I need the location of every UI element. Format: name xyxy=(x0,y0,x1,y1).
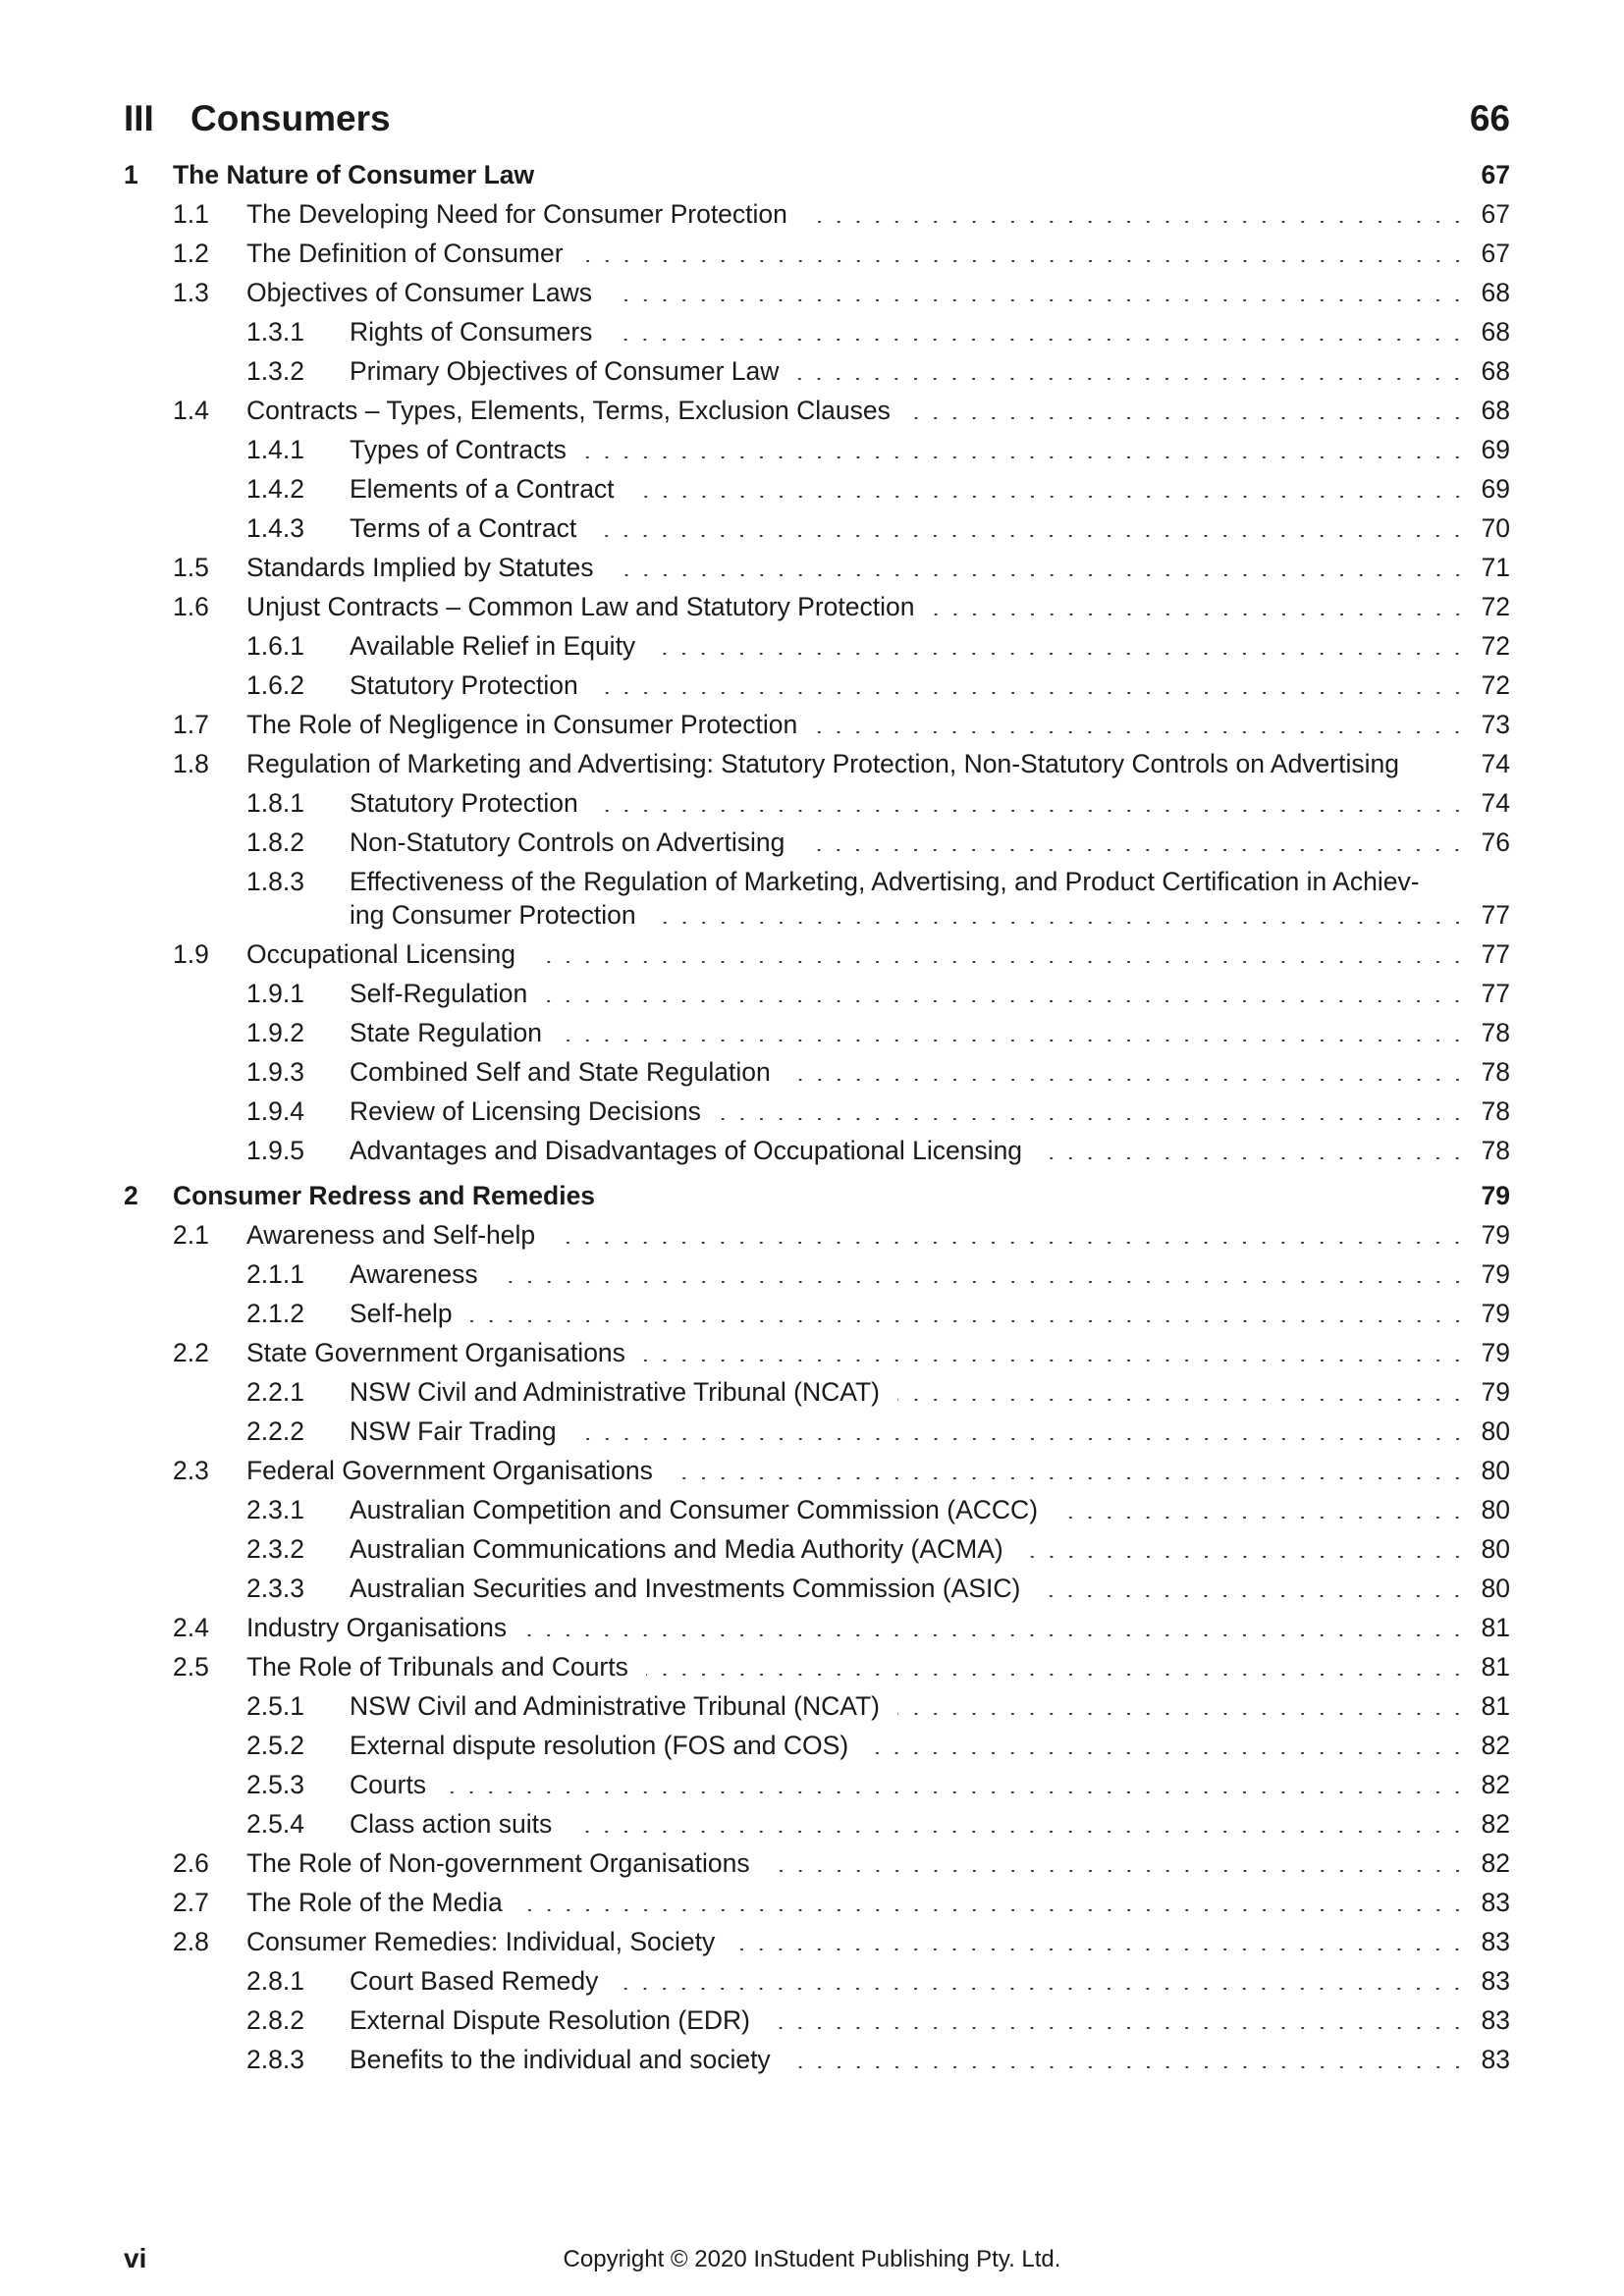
toc-entry[interactable] xyxy=(124,1092,1510,1131)
toc-entry-number: 2.2 xyxy=(173,1338,209,1367)
toc-entry-number: 2.2.2 xyxy=(246,1416,304,1446)
toc-entry-number: 2.5.2 xyxy=(246,1731,304,1760)
toc-entry[interactable] xyxy=(124,1333,1510,1372)
toc-entry-number: 1.9.5 xyxy=(246,1136,304,1165)
toc-entry-page: 74 xyxy=(1481,749,1510,778)
toc-entry-page: 78 xyxy=(1481,1018,1510,1047)
dot-leader xyxy=(732,1949,1467,1950)
page-number: vi xyxy=(124,2243,147,2273)
toc-entry-title: State Regulation xyxy=(350,1018,542,1047)
toc-entry-number: 1.4.1 xyxy=(246,435,304,464)
dot-leader xyxy=(632,496,1467,498)
toc-entry-title: Statutory Protection xyxy=(350,670,578,700)
dot-leader xyxy=(610,339,1467,341)
toc-entry-page: 79 xyxy=(1481,1299,1510,1328)
toc-entry-title: Industry Organisations xyxy=(246,1613,508,1642)
toc-entry-title: Consumer Remedies: Individual, Society xyxy=(246,1927,716,1956)
toc-entry-page: 73 xyxy=(1481,710,1510,739)
dot-leader xyxy=(584,456,1467,458)
toc-entry-number: 1.6.2 xyxy=(246,670,304,700)
toc-entry-page: 79 xyxy=(1481,1377,1510,1407)
toc-entry-number: 1.1 xyxy=(173,199,209,229)
toc-entry-number: 2.5.3 xyxy=(246,1770,304,1799)
toc-entry[interactable] xyxy=(124,1412,1510,1451)
dot-leader xyxy=(654,922,1467,924)
toc-entry[interactable] xyxy=(124,1922,1510,1961)
toc-entry-page: 72 xyxy=(1481,592,1510,621)
toc-entry-title: Court Based Remedy xyxy=(350,1966,599,1996)
toc-entry-title: Federal Government Organisations xyxy=(246,1456,653,1485)
toc-entry[interactable] xyxy=(124,974,1510,1013)
toc-entry[interactable] xyxy=(124,1647,1510,1686)
toc-entry-page: 68 xyxy=(1481,317,1510,347)
dot-leader xyxy=(1426,888,1467,890)
toc-entry[interactable] xyxy=(124,430,1510,469)
dot-leader xyxy=(524,1634,1467,1636)
dot-leader xyxy=(768,2027,1467,2029)
toc-entry-number: 2.1 xyxy=(173,1220,209,1250)
dot-leader xyxy=(1021,1556,1467,1558)
toc-entry-title: Review of Licensing Decisions xyxy=(350,1096,701,1126)
toc-entry-title: Types of Contracts xyxy=(350,435,567,464)
toc-entry-title: The Developing Need for Consumer Protection xyxy=(246,199,787,229)
toc-entry-page: 83 xyxy=(1481,1888,1510,1917)
part-page: 66 xyxy=(1469,98,1510,138)
dot-leader xyxy=(596,810,1467,812)
toc-entry-number: 2.8.2 xyxy=(246,2005,304,2035)
toc-entry-title: The Role of the Media xyxy=(246,1888,503,1917)
toc-entry-title: Class action suits xyxy=(350,1809,553,1839)
toc-entry[interactable] xyxy=(124,391,1510,430)
toc-entry-page: 82 xyxy=(1481,1770,1510,1799)
dot-leader xyxy=(613,1202,1467,1204)
dot-leader xyxy=(768,1870,1467,1872)
toc-entry-page: 81 xyxy=(1481,1691,1510,1721)
toc-entry-title: Awareness xyxy=(350,1259,478,1289)
toc-entry[interactable] xyxy=(124,548,1510,587)
toc-entry-title: Benefits to the individual and society xyxy=(350,2045,771,2074)
part-number: III xyxy=(124,98,154,138)
toc-entry[interactable] xyxy=(124,1372,1510,1412)
dot-leader xyxy=(866,1752,1467,1754)
toc-entry-title: Advantages and Disadvantages of Occupational Licensing xyxy=(350,1136,1023,1165)
toc-entry-page: 78 xyxy=(1481,1096,1510,1126)
toc-entry-title: The Nature of Consumer Law xyxy=(173,160,535,189)
toc-entry-page: 71 xyxy=(1481,553,1510,582)
dot-leader xyxy=(796,378,1467,380)
toc-entry-page: 80 xyxy=(1481,1534,1510,1564)
dot-leader xyxy=(897,1399,1467,1401)
toc-entry-number: 2.1.1 xyxy=(246,1259,304,1289)
toc-entry-number: 2.5.1 xyxy=(246,1691,304,1721)
toc-entry-number: 1 xyxy=(124,160,138,189)
toc-entry-page: 77 xyxy=(1481,939,1510,969)
toc-entry-page: 67 xyxy=(1481,160,1510,189)
toc-entry[interactable] xyxy=(124,1255,1510,1294)
toc-entry-number: 1.4 xyxy=(173,396,209,425)
dot-leader xyxy=(788,1079,1467,1081)
toc-entry[interactable] xyxy=(124,1131,1510,1170)
toc-entry[interactable] xyxy=(124,1883,1510,1922)
dot-leader xyxy=(788,2066,1467,2068)
toc-entry[interactable] xyxy=(124,234,1510,273)
toc-entry-page: 68 xyxy=(1481,396,1510,425)
toc-entry-title: Primary Objectives of Consumer Law xyxy=(350,356,780,386)
toc-entry-title: Terms of a Contract xyxy=(350,513,577,543)
toc-entry-page: 69 xyxy=(1481,435,1510,464)
dot-leader xyxy=(671,1477,1467,1479)
toc-entry[interactable] xyxy=(124,1490,1510,1529)
toc-entry-title: Self-help xyxy=(350,1299,453,1328)
toc-entry-number: 1.9.3 xyxy=(246,1057,304,1087)
toc-entry-title: Non-Statutory Controls on Advertising xyxy=(350,828,785,857)
table-of-contents xyxy=(124,155,1510,2079)
toc-entry-title: Combined Self and State Regulation xyxy=(350,1057,771,1087)
toc-entry-title: Standards Implied by Statutes xyxy=(246,553,594,582)
toc-entry-title: Unjust Contracts – Common Law and Statutory Protection xyxy=(246,592,915,621)
toc-entry-title: Contracts – Types, Elements, Terms, Exclusion Clauses xyxy=(246,396,891,425)
toc-entry-title: The Role of Tribunals and Courts xyxy=(246,1652,628,1682)
toc-entry[interactable] xyxy=(124,1961,1510,2001)
toc-entry-page: 67 xyxy=(1481,239,1510,268)
dot-leader xyxy=(643,1360,1467,1362)
toc-entry-title: The Role of Non-government Organisations xyxy=(246,1848,750,1878)
toc-entry[interactable] xyxy=(124,744,1510,783)
toc-entry-number: 2.3 xyxy=(173,1456,209,1485)
toc-entry-page: 82 xyxy=(1481,1809,1510,1839)
toc-entry-number: 1.8.3 xyxy=(246,867,304,896)
toc-entry[interactable] xyxy=(124,469,1510,508)
toc-entry-number: 1.9.4 xyxy=(246,1096,304,1126)
toc-entry[interactable] xyxy=(124,1726,1510,1765)
toc-entry[interactable] xyxy=(124,666,1510,705)
toc-entry-page: 80 xyxy=(1481,1416,1510,1446)
toc-entry-title: Rights of Consumers xyxy=(350,317,593,347)
dot-leader xyxy=(520,1909,1467,1911)
toc-entry[interactable] xyxy=(124,934,1510,974)
toc-entry-page: 83 xyxy=(1481,2045,1510,2074)
toc-entry-title: NSW Civil and Administrative Tribunal (NCAT) xyxy=(350,1377,880,1407)
dot-leader xyxy=(616,1988,1467,1990)
dot-leader xyxy=(897,1713,1467,1715)
dot-leader xyxy=(560,1040,1467,1041)
toc-entry[interactable] xyxy=(124,351,1510,391)
toc-entry[interactable] xyxy=(124,1686,1510,1726)
toc-entry-page: 80 xyxy=(1481,1495,1510,1524)
toc-chapter-entry[interactable] xyxy=(124,1176,1510,1215)
toc-entry-page: 67 xyxy=(1481,199,1510,229)
toc-entry[interactable] xyxy=(124,1765,1510,1804)
dot-leader xyxy=(1038,1595,1467,1597)
toc-entry-number: 1.8.1 xyxy=(246,788,304,818)
dot-leader xyxy=(653,653,1467,655)
toc-entry-page: 78 xyxy=(1481,1057,1510,1087)
toc-entry-number: 2.5.4 xyxy=(246,1809,304,1839)
toc-entry-title: Effectiveness of the Regulation of Marketing, Advertising, and Product Certification in Achiev- xyxy=(350,867,1420,896)
toc-entry-page: 79 xyxy=(1481,1338,1510,1367)
part-title: Consumers xyxy=(190,98,391,138)
toc-entry-number: 2.3.2 xyxy=(246,1534,304,1564)
toc-entry-number: 1.2 xyxy=(173,239,209,268)
toc-entry-number: 1.6.1 xyxy=(246,631,304,661)
dot-leader xyxy=(612,574,1467,576)
dot-leader xyxy=(646,1674,1467,1676)
toc-entry-number: 1.4.2 xyxy=(246,474,304,504)
toc-entry-page: 78 xyxy=(1481,1136,1510,1165)
dot-leader xyxy=(815,731,1467,733)
toc-entry-number: 1.5 xyxy=(173,553,209,582)
toc-entry-page: 81 xyxy=(1481,1613,1510,1642)
toc-entry-page: 79 xyxy=(1481,1181,1510,1210)
dot-leader xyxy=(444,1791,1467,1793)
toc-entry-title: Awareness and Self-help xyxy=(246,1220,536,1250)
toc-entry-page: 80 xyxy=(1481,1456,1510,1485)
toc-entry-number: 2.7 xyxy=(173,1888,209,1917)
toc-entry-title: State Government Organisations xyxy=(246,1338,625,1367)
toc-entry[interactable] xyxy=(124,312,1510,351)
toc-entry[interactable] xyxy=(124,1052,1510,1092)
toc-entry[interactable] xyxy=(124,783,1510,823)
toc-entry[interactable] xyxy=(124,587,1510,626)
toc-entry-number: 1.9.1 xyxy=(246,979,304,1008)
dot-leader xyxy=(574,1438,1467,1440)
toc-entry-page: 83 xyxy=(1481,1927,1510,1956)
toc-entry-continuation[interactable] xyxy=(124,895,1510,934)
toc-entry-page: 82 xyxy=(1481,1731,1510,1760)
toc-entry[interactable] xyxy=(124,1608,1510,1647)
toc-entry-page: 70 xyxy=(1481,513,1510,543)
toc-entry-title: Consumer Redress and Remedies xyxy=(173,1181,596,1210)
dot-leader xyxy=(908,417,1467,419)
toc-entry[interactable] xyxy=(124,1529,1510,1569)
toc-entry-number: 2.3.3 xyxy=(246,1574,304,1603)
dot-leader xyxy=(552,182,1467,184)
toc-entry[interactable] xyxy=(124,1451,1510,1490)
dot-leader xyxy=(545,1000,1467,1002)
toc-entry[interactable] xyxy=(124,2001,1510,2040)
toc-entry-page: 83 xyxy=(1481,1966,1510,1996)
toc-entry-number: 2.4 xyxy=(173,1613,209,1642)
toc-entry-page: 72 xyxy=(1481,670,1510,700)
toc-entry[interactable] xyxy=(124,1843,1510,1883)
dot-leader xyxy=(569,1831,1467,1833)
dot-leader xyxy=(581,260,1467,262)
toc-entry-title: NSW Civil and Administrative Tribunal (NCAT) xyxy=(350,1691,880,1721)
toc-entry[interactable] xyxy=(124,823,1510,862)
toc-entry[interactable] xyxy=(124,705,1510,744)
toc-entry-title: Occupational Licensing xyxy=(246,939,516,969)
toc-entry-number: 1.3 xyxy=(173,278,209,307)
toc-entry-title: The Role of Negligence in Consumer Protection xyxy=(246,710,798,739)
copyright-notice: Copyright © 2020 InStudent Publishing Pty. Ltd. xyxy=(563,2246,1061,2272)
toc-entry[interactable] xyxy=(124,1294,1510,1333)
dot-leader xyxy=(553,1242,1467,1244)
toc-entry[interactable] xyxy=(124,2040,1510,2079)
toc-entry[interactable] xyxy=(124,626,1510,666)
toc-entry-page: 77 xyxy=(1481,900,1510,930)
dot-leader xyxy=(470,1320,1467,1322)
dot-leader xyxy=(1056,1517,1467,1519)
dot-leader xyxy=(802,849,1467,851)
dot-leader xyxy=(496,1281,1467,1283)
toc-entry-page: 79 xyxy=(1481,1220,1510,1250)
toc-entry-title: Australian Competition and Consumer Commission (ACCC) xyxy=(350,1495,1039,1524)
toc-entry[interactable] xyxy=(124,508,1510,548)
toc-entry-number: 2.6 xyxy=(173,1848,209,1878)
toc-entry[interactable] xyxy=(124,273,1510,312)
toc-entry[interactable] xyxy=(124,194,1510,234)
toc-entry-page: 68 xyxy=(1481,278,1510,307)
dot-leader xyxy=(719,1118,1467,1120)
toc-entry-number: 1.8.2 xyxy=(246,828,304,857)
toc-entry-page: 79 xyxy=(1481,1259,1510,1289)
toc-entry-number: 1.3.1 xyxy=(246,317,304,347)
toc-entry-number: 1.6 xyxy=(173,592,209,621)
toc-entry-number: 1.3.2 xyxy=(246,356,304,386)
toc-entry-title: Available Relief in Equity xyxy=(350,631,636,661)
toc-entry-title: NSW Fair Trading xyxy=(350,1416,557,1446)
toc-entry-number: 2.5 xyxy=(173,1652,209,1682)
dot-leader xyxy=(533,961,1467,963)
toc-entry-title: The Definition of Consumer xyxy=(246,239,564,268)
dot-leader xyxy=(933,614,1468,615)
toc-entry-number: 2 xyxy=(124,1181,138,1210)
toc-entry-number: 2.8 xyxy=(173,1927,209,1956)
dot-leader xyxy=(596,692,1467,694)
toc-entry[interactable] xyxy=(124,1013,1510,1052)
toc-entry-title: Regulation of Marketing and Advertising: Statutory Protection, Non-Statutory Controls on Advertising xyxy=(246,749,1399,778)
dot-leader xyxy=(1040,1157,1467,1159)
toc-entry-title: Elements of a Contract xyxy=(350,474,615,504)
part-heading xyxy=(124,98,1510,157)
toc-entry-number: 1.7 xyxy=(173,710,209,739)
toc-entry-page: 83 xyxy=(1481,2005,1510,2035)
toc-entry-page: 69 xyxy=(1481,474,1510,504)
toc-entry-title: Courts xyxy=(350,1770,427,1799)
toc-chapter-entry[interactable] xyxy=(124,155,1510,194)
toc-entry[interactable] xyxy=(124,1569,1510,1608)
toc-entry-number: 2.8.3 xyxy=(246,2045,304,2074)
toc-entry-title: Australian Securities and Investments Commission (ASIC) xyxy=(350,1574,1021,1603)
toc-entry-page: 81 xyxy=(1481,1652,1510,1682)
toc-entry-title: Objectives of Consumer Laws xyxy=(246,278,593,307)
toc-entry-page: 77 xyxy=(1481,979,1510,1008)
dot-leader xyxy=(1405,771,1467,773)
toc-entry-title: Self-Regulation xyxy=(350,979,528,1008)
dot-leader xyxy=(594,535,1467,537)
toc-entry-title: Statutory Protection xyxy=(350,788,578,818)
dot-leader xyxy=(805,221,1467,223)
toc-entry-number: 1.9 xyxy=(173,939,209,969)
toc-entry-number: 1.9.2 xyxy=(246,1018,304,1047)
toc-entry-page: 72 xyxy=(1481,631,1510,661)
toc-entry-page: 68 xyxy=(1481,356,1510,386)
toc-entry-title: Australian Communications and Media Authority (ACMA) xyxy=(350,1534,1003,1564)
toc-entry-number: 2.2.1 xyxy=(246,1377,304,1407)
toc-entry[interactable] xyxy=(124,1215,1510,1255)
dot-leader xyxy=(610,299,1467,301)
toc-entry-page: 76 xyxy=(1481,828,1510,857)
toc-entry-number: 2.8.1 xyxy=(246,1966,304,1996)
toc-entry[interactable] xyxy=(124,862,1510,901)
toc-entry-number: 2.3.1 xyxy=(246,1495,304,1524)
toc-entry-number: 1.4.3 xyxy=(246,513,304,543)
toc-entry-page: 82 xyxy=(1481,1848,1510,1878)
toc-entry-title: ing Consumer Protection xyxy=(350,900,636,930)
toc-entry-page: 80 xyxy=(1481,1574,1510,1603)
toc-entry-title: External Dispute Resolution (EDR) xyxy=(350,2005,750,2035)
toc-entry-title: External dispute resolution (FOS and COS) xyxy=(350,1731,849,1760)
toc-entry-number: 2.1.2 xyxy=(246,1299,304,1328)
toc-entry-page: 74 xyxy=(1481,788,1510,818)
toc-entry-number: 1.8 xyxy=(173,749,209,778)
toc-entry[interactable] xyxy=(124,1804,1510,1843)
